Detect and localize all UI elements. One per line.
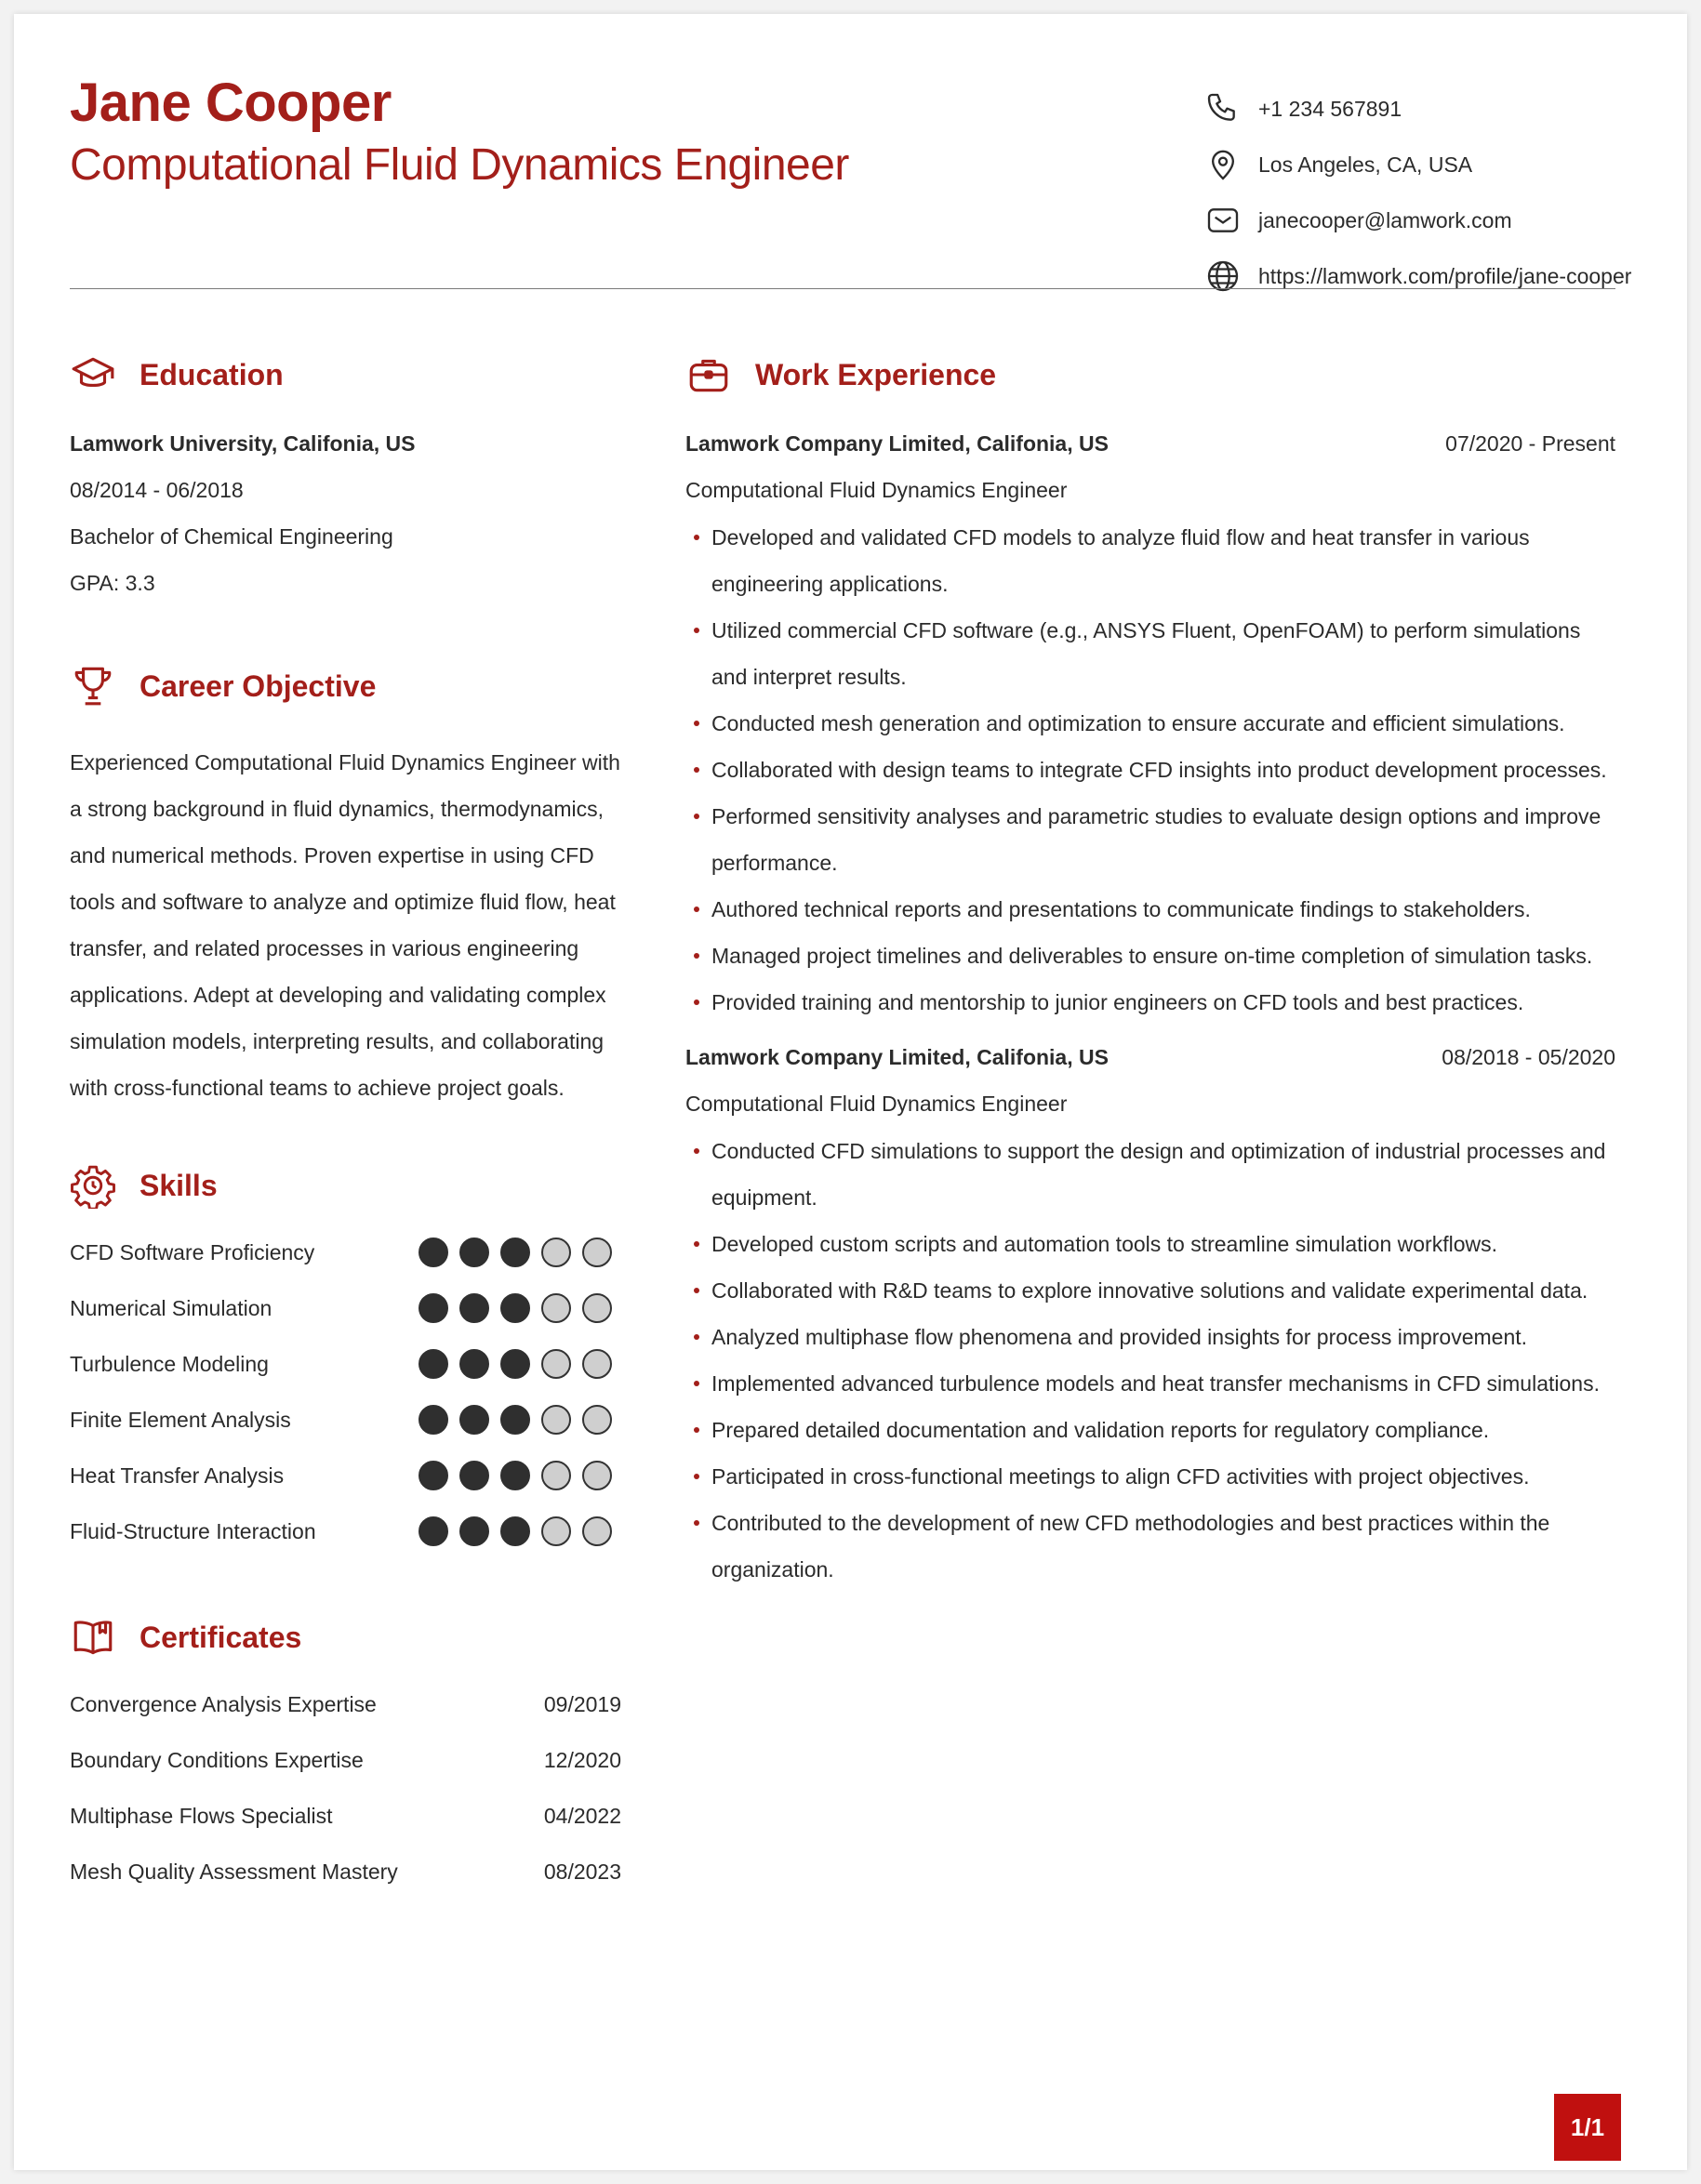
certificate-date: 12/2020 bbox=[543, 1747, 621, 1772]
mail-icon bbox=[1204, 202, 1242, 239]
rating-dot-filled bbox=[419, 1349, 448, 1379]
education-dates: 08/2014 - 06/2018 bbox=[70, 478, 244, 502]
rating-dot-filled bbox=[419, 1405, 448, 1435]
job-bullet: Collaborated with R&D teams to explore innovative solutions and validate experimental data. bbox=[685, 1267, 1615, 1314]
skill-row bbox=[70, 1345, 628, 1383]
job-bullet: Managed project timelines and deliverables to ensure on-time completion of simulation tasks. bbox=[685, 933, 1615, 979]
page-indicator: 1/1 bbox=[1554, 2094, 1621, 2161]
rating-dot-empty bbox=[541, 1349, 571, 1379]
rating-dot-filled bbox=[459, 1238, 489, 1267]
contact-phone bbox=[1204, 81, 1631, 137]
contact-location-text: Los Angeles, CA, USA bbox=[1258, 152, 1473, 177]
skill-row bbox=[70, 1513, 628, 1550]
work-title: Work Experience bbox=[755, 357, 997, 391]
job-bullet: Collaborated with design teams to integrate CFD insights into product development processes. bbox=[685, 747, 1615, 793]
job-1-header bbox=[685, 431, 1615, 457]
skill-label: CFD Software Proficiency bbox=[70, 1239, 315, 1264]
job-bullet: Provided training and mentorship to junior engineers on CFD tools and best practices. bbox=[685, 979, 1615, 1026]
certificate-row bbox=[70, 1797, 621, 1834]
book-icon bbox=[70, 1614, 116, 1661]
contact-website bbox=[1204, 248, 1631, 304]
certificate-name: Boundary Conditions Expertise bbox=[70, 1747, 364, 1772]
certificate-row bbox=[70, 1741, 621, 1779]
job-2-header bbox=[685, 1045, 1615, 1070]
job-1-company: Lamwork Company Limited, Califonia, US bbox=[685, 431, 1109, 456]
contact-email-text[interactable]: janecooper@lamwork.com bbox=[1258, 207, 1512, 232]
rating-dot-empty bbox=[582, 1349, 612, 1379]
skill-row bbox=[70, 1234, 628, 1271]
skill-rating bbox=[419, 1293, 623, 1323]
job-2-bullets bbox=[685, 1128, 1615, 1593]
contact-list bbox=[1204, 81, 1631, 304]
rating-dot-empty bbox=[541, 1516, 571, 1546]
phone-icon bbox=[1204, 90, 1242, 127]
skill-row bbox=[70, 1457, 628, 1494]
skill-label: Fluid-Structure Interaction bbox=[70, 1518, 316, 1543]
skill-label: Turbulence Modeling bbox=[70, 1351, 269, 1376]
certificate-name: Mesh Quality Assessment Mastery bbox=[70, 1859, 398, 1884]
job-1-dates: 07/2020 - Present bbox=[1445, 431, 1615, 456]
contact-website-text[interactable]: https://lamwork.com/profile/jane-cooper bbox=[1258, 263, 1632, 288]
certificates-title: Certificates bbox=[140, 1620, 302, 1654]
rating-dot-filled bbox=[500, 1516, 530, 1546]
rating-dot-filled bbox=[459, 1405, 489, 1435]
contact-phone-text[interactable]: +1 234 567891 bbox=[1258, 96, 1402, 121]
rating-dot-filled bbox=[419, 1238, 448, 1267]
rating-dot-filled bbox=[419, 1461, 448, 1490]
skill-row bbox=[70, 1401, 628, 1438]
certificate-name: Multiphase Flows Specialist bbox=[70, 1803, 333, 1828]
briefcase-icon bbox=[685, 351, 732, 398]
certificate-date: 08/2023 bbox=[543, 1859, 621, 1884]
job-bullet: Contributed to the development of new CFD methodologies and best practices within the organization. bbox=[685, 1500, 1615, 1593]
gear-icon bbox=[70, 1162, 116, 1209]
job-bullet: Implemented advanced turbulence models and heat transfer mechanisms in CFD simulations. bbox=[685, 1360, 1615, 1407]
skill-row bbox=[70, 1290, 628, 1327]
job-bullet: Prepared detailed documentation and validation reports for regulatory compliance. bbox=[685, 1407, 1615, 1453]
location-pin-icon bbox=[1204, 146, 1242, 183]
contact-email bbox=[1204, 192, 1631, 248]
candidate-title: Computational Fluid Dynamics Engineer bbox=[70, 140, 849, 190]
skill-rating bbox=[419, 1349, 623, 1379]
globe-icon bbox=[1204, 258, 1242, 295]
rating-dot-filled bbox=[419, 1293, 448, 1323]
certificate-date: 04/2022 bbox=[543, 1803, 621, 1828]
objective-title: Career Objective bbox=[140, 668, 377, 703]
objective-text: Experienced Computational Fluid Dynamics Engineer with a strong background in fluid dynamics, thermodynamics, and numerical methods. Proven expertise in using CFD tools and software to analyze and optimize fluid flow, heat transfer, and related processes in various engineering applications. Adept at developing and validating complex simulation models, interpreting results, and collaborating with cross-functional teams to achieve project goals. bbox=[70, 750, 620, 1100]
skill-label: Finite Element Analysis bbox=[70, 1407, 291, 1432]
rating-dot-empty bbox=[582, 1516, 612, 1546]
rating-dot-filled bbox=[459, 1516, 489, 1546]
certificate-row bbox=[70, 1853, 621, 1890]
certificates-heading bbox=[70, 1614, 301, 1661]
skill-rating bbox=[419, 1461, 623, 1490]
rating-dot-filled bbox=[500, 1461, 530, 1490]
certificate-row bbox=[70, 1686, 621, 1723]
objective-heading bbox=[70, 663, 376, 709]
job-bullet: Developed and validated CFD models to analyze fluid flow and heat transfer in various engineering applications. bbox=[685, 514, 1615, 607]
job-1-bullets bbox=[685, 514, 1615, 1026]
resume-page bbox=[14, 14, 1687, 2170]
skill-label: Heat Transfer Analysis bbox=[70, 1463, 285, 1488]
job-bullet: Developed custom scripts and automation tools to streamline simulation workflows. bbox=[685, 1221, 1615, 1267]
job-bullet: Performed sensitivity analyses and parametric studies to evaluate design options and improve performance. bbox=[685, 793, 1615, 886]
job-2-role: Computational Fluid Dynamics Engineer bbox=[685, 1092, 1068, 1116]
job-bullet: Analyzed multiphase flow phenomena and provided insights for process improvement. bbox=[685, 1314, 1615, 1360]
contact-location bbox=[1204, 137, 1631, 192]
education-degree: Bachelor of Chemical Engineering bbox=[70, 524, 393, 549]
job-2-dates: 08/2018 - 05/2020 bbox=[1442, 1045, 1615, 1069]
rating-dot-empty bbox=[541, 1405, 571, 1435]
certificate-date: 09/2019 bbox=[543, 1691, 621, 1716]
rating-dot-empty bbox=[582, 1405, 612, 1435]
rating-dot-empty bbox=[541, 1293, 571, 1323]
job-bullet: Utilized commercial CFD software (e.g., ANSYS Fluent, OpenFOAM) to perform simulations and interpret results. bbox=[685, 607, 1615, 700]
rating-dot-filled bbox=[500, 1238, 530, 1267]
rating-dot-filled bbox=[500, 1349, 530, 1379]
skills-title: Skills bbox=[140, 1168, 218, 1202]
rating-dot-filled bbox=[459, 1349, 489, 1379]
education-title: Education bbox=[140, 357, 284, 391]
job-bullet: Participated in cross-functional meetings to align CFD activities with project objectives. bbox=[685, 1453, 1615, 1500]
rating-dot-filled bbox=[419, 1516, 448, 1546]
trophy-icon bbox=[70, 663, 116, 709]
rating-dot-filled bbox=[459, 1293, 489, 1323]
rating-dot-empty bbox=[541, 1238, 571, 1267]
education-gpa: GPA: 3.3 bbox=[70, 571, 155, 595]
work-heading bbox=[685, 351, 996, 398]
skill-rating bbox=[419, 1238, 623, 1267]
rating-dot-empty bbox=[582, 1238, 612, 1267]
job-2-company: Lamwork Company Limited, Califonia, US bbox=[685, 1045, 1109, 1069]
rating-dot-filled bbox=[500, 1405, 530, 1435]
skill-label: Numerical Simulation bbox=[70, 1295, 272, 1320]
rating-dot-filled bbox=[459, 1461, 489, 1490]
skill-rating bbox=[419, 1405, 623, 1435]
rating-dot-empty bbox=[582, 1293, 612, 1323]
rating-dot-filled bbox=[500, 1293, 530, 1323]
education-heading bbox=[70, 351, 284, 398]
skill-rating bbox=[419, 1516, 623, 1546]
candidate-name: Jane Cooper bbox=[70, 73, 392, 133]
job-1-role: Computational Fluid Dynamics Engineer bbox=[685, 478, 1068, 502]
rating-dot-empty bbox=[582, 1461, 612, 1490]
skills-heading bbox=[70, 1162, 218, 1209]
header-divider bbox=[70, 288, 1615, 289]
certificate-name: Convergence Analysis Expertise bbox=[70, 1691, 377, 1716]
graduation-cap-icon bbox=[70, 351, 116, 398]
job-bullet: Authored technical reports and presentations to communicate findings to stakeholders. bbox=[685, 886, 1615, 933]
job-bullet: Conducted mesh generation and optimization to ensure accurate and efficient simulations. bbox=[685, 700, 1615, 747]
education-school: Lamwork University, Califonia, US bbox=[70, 431, 416, 456]
rating-dot-empty bbox=[541, 1461, 571, 1490]
job-bullet: Conducted CFD simulations to support the design and optimization of industrial processes and equipment. bbox=[685, 1128, 1615, 1221]
